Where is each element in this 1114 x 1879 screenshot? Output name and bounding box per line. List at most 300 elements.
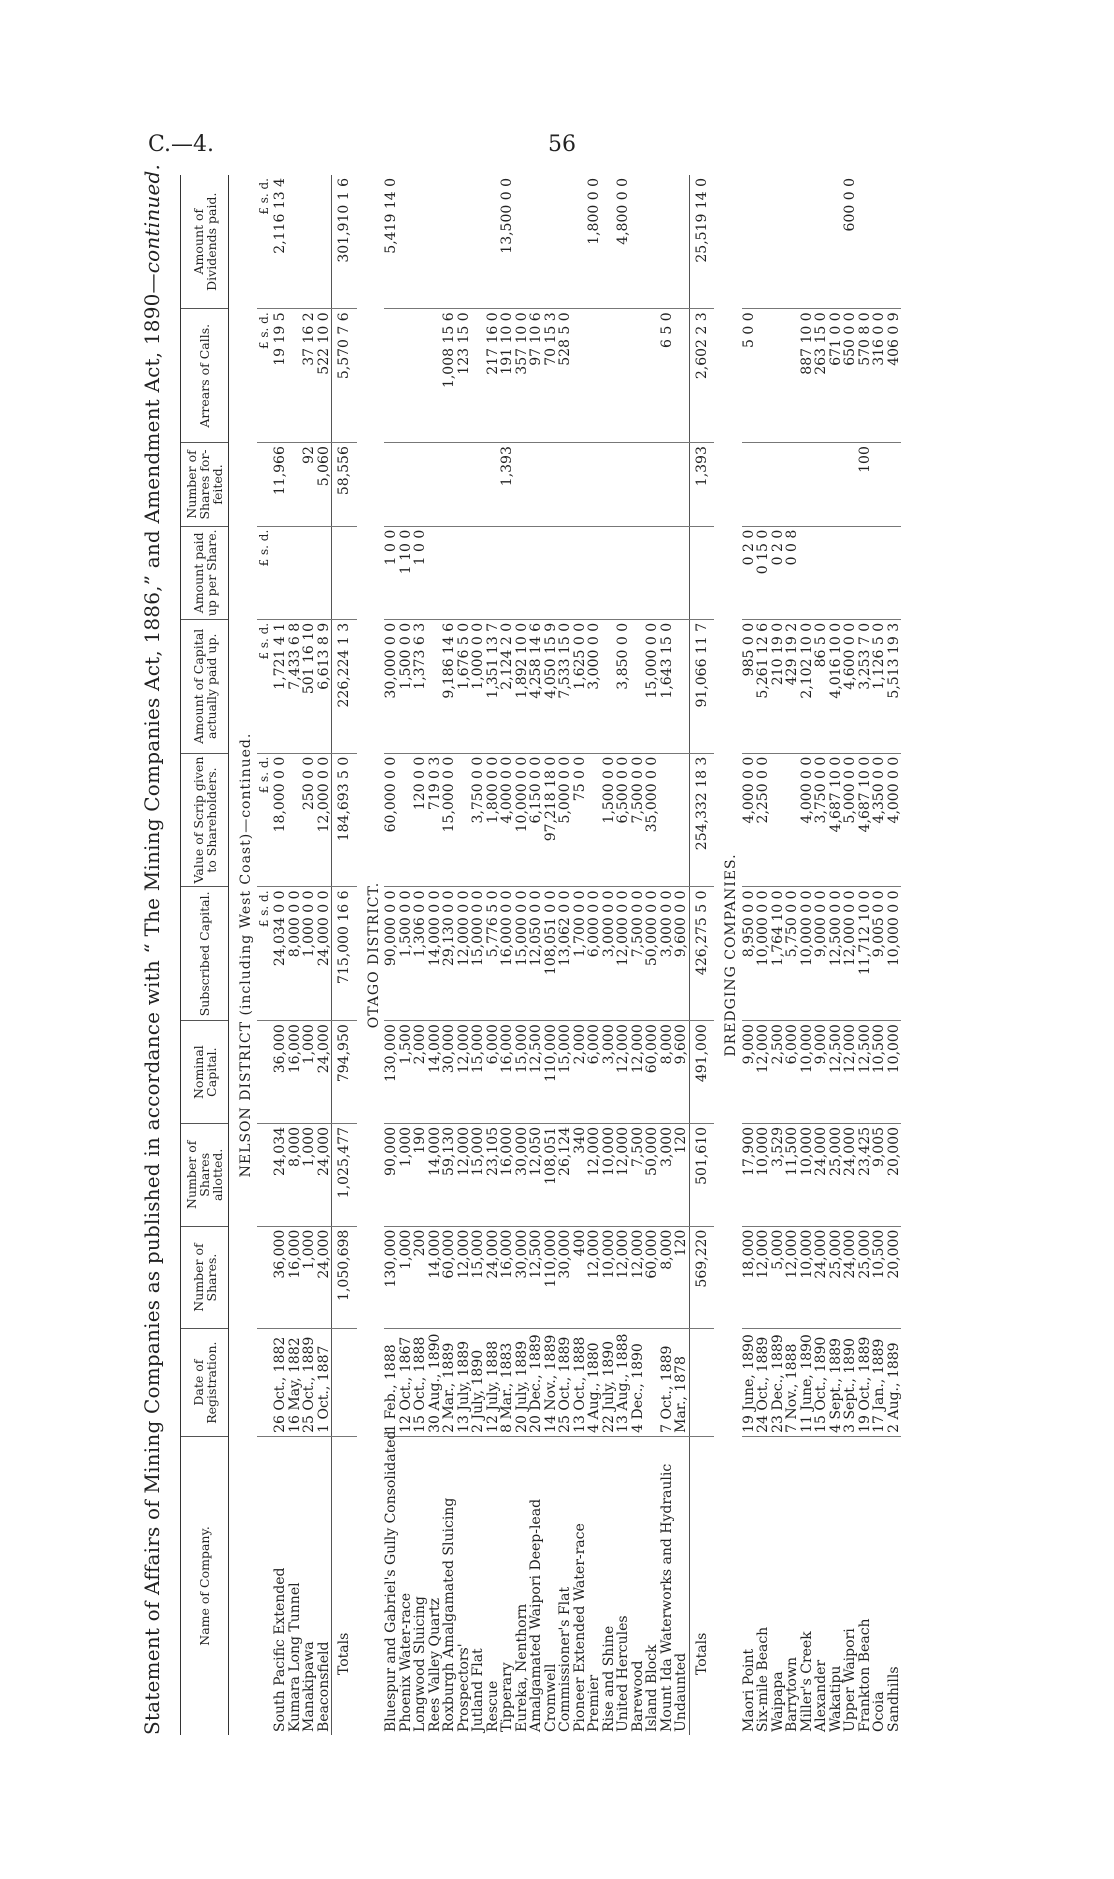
- cell-per: [631, 526, 646, 619]
- table-row: [302, 175, 317, 1735]
- cell-paid: 4,600 0 0: [843, 619, 858, 753]
- cell-date: 13 Aug., 1888: [616, 1329, 631, 1437]
- cell-date: 1 Oct., 1887: [317, 1329, 332, 1437]
- cell-date: 16 May, 1882: [288, 1329, 303, 1437]
- cell-paid: 1,625 0 0: [573, 619, 588, 753]
- cell-paid: 86 5 0: [814, 619, 829, 753]
- cell-arrears: 528 5 0: [558, 309, 573, 443]
- cell-date: 3 Sept., 1890: [843, 1329, 858, 1437]
- cell-paid: 429 19 2: [785, 619, 800, 753]
- company-name: Maori Point: [740, 1648, 757, 1732]
- cell-date: 2 July, 1890: [471, 1329, 486, 1437]
- cell-per: 0 0 8: [785, 526, 800, 619]
- cell-arrears: 5 0 0: [742, 309, 757, 443]
- cell-allotted: 24,000: [814, 1123, 829, 1226]
- table-row: [558, 175, 573, 1735]
- cell-allotted: 190: [413, 1123, 428, 1226]
- section-heading-row: [229, 175, 257, 1735]
- col-header: Amount of Capital actually paid up.: [181, 619, 229, 753]
- section-heading: DREDGING COMPANIES.: [723, 853, 739, 1057]
- cell-forf: [660, 443, 675, 527]
- total-arrears: 5,570 7 6: [332, 309, 357, 443]
- page-ref: C.—4.: [148, 132, 215, 157]
- unit-cell: £ s. d.: [257, 619, 274, 753]
- cell-paid: 7,533 15 0: [558, 619, 573, 753]
- section-heading-row: [714, 175, 742, 1735]
- cell-date: 12 Oct., 1867: [399, 1329, 414, 1437]
- cell-allotted: 12,000: [457, 1123, 472, 1226]
- col-header: Subscribed Capital.: [181, 887, 229, 1021]
- cell-per: [645, 526, 660, 619]
- cell-sub: 12,000 0 0: [457, 887, 472, 1021]
- cell-per: [442, 526, 457, 619]
- cell-sub: 16,000 0 0: [500, 887, 515, 1021]
- table-row: [858, 175, 873, 1735]
- cell-allotted: 10,000: [800, 1123, 815, 1226]
- col-header: Value of Scrip given to Shareholders.: [181, 753, 229, 887]
- cell-date: 30 Aug., 1890: [428, 1329, 443, 1437]
- cell-per: [858, 526, 873, 619]
- table-row: [587, 175, 602, 1735]
- cell-forf: [471, 443, 486, 527]
- cell-paid: [602, 619, 617, 753]
- cell-shares: 24,000: [317, 1226, 332, 1329]
- cell-div: [785, 175, 800, 309]
- cell-scrip: 15,000 0 0: [442, 753, 457, 887]
- table-row: [674, 175, 689, 1735]
- company-name: Commissioner's Flat: [557, 1586, 573, 1732]
- cell-date: 25 Oct., 1889: [302, 1329, 317, 1437]
- company-name: Island Block: [644, 1644, 660, 1732]
- cell-sub: 11,712 10 0: [858, 887, 873, 1021]
- cell-paid: 1,126 5 0: [872, 619, 887, 753]
- cell-per: [843, 526, 858, 619]
- cell-div: [660, 175, 675, 309]
- company-name: Mount Ida Waterworks and Hydraulic: [658, 1463, 675, 1732]
- cell-date: 25 Oct., 1889: [558, 1329, 573, 1437]
- company-name: Manakipawa: [301, 1641, 317, 1732]
- cell-forf: [756, 443, 771, 527]
- cell-shares: 12,000: [616, 1226, 631, 1329]
- cell-nominal: 12,500: [529, 1021, 544, 1124]
- cell-per: [660, 526, 675, 619]
- cell-shares: 10,500: [872, 1226, 887, 1329]
- cell-allotted: 30,000: [515, 1123, 530, 1226]
- cell-sub: 12,000 0 0: [616, 887, 631, 1021]
- cell-arrears: [674, 309, 689, 443]
- cell-scrip: 18,000 0 0: [273, 753, 288, 887]
- cell-nominal: 36,000: [273, 1021, 288, 1124]
- cell-arrears: [428, 309, 443, 443]
- cell-shares: 12,000: [631, 1226, 646, 1329]
- col-header: Arrears of Calls.: [181, 309, 229, 443]
- cell-nominal: 12,500: [858, 1021, 873, 1124]
- cell-paid: 210 19 0: [771, 619, 786, 753]
- cell-shares: 12,000: [785, 1226, 800, 1329]
- cell-sub: 90,000 0 0: [384, 887, 399, 1021]
- cell-per: [887, 526, 902, 619]
- cell-forf: 11,966: [273, 443, 288, 527]
- table-row: [399, 175, 414, 1735]
- table-row: [785, 175, 800, 1735]
- total-div: 25,519 14 0: [689, 175, 714, 309]
- cell-arrears: 522 10 0: [317, 309, 332, 443]
- cell-date: 8 Mar., 1883: [500, 1329, 515, 1437]
- cell-div: [771, 175, 786, 309]
- company-name: Rescue: [484, 1680, 501, 1732]
- title-continued: continued.: [140, 163, 164, 274]
- cell-nominal: 12,000: [616, 1021, 631, 1124]
- table-row: [442, 175, 457, 1735]
- totals-label: Totals: [332, 1436, 357, 1735]
- cell-allotted: 14,000: [428, 1123, 443, 1226]
- cell-nominal: 10,000: [887, 1021, 902, 1124]
- company-name: Roxburgh Amalgamated Sluicing: [441, 1497, 457, 1732]
- cell-shares: 12,000: [756, 1226, 771, 1329]
- totals-row: [332, 175, 357, 1735]
- cell-forf: [529, 443, 544, 527]
- cell-allotted: 59,130: [442, 1123, 457, 1226]
- cell-allotted: 16,000: [500, 1123, 515, 1226]
- company-name: South Pacific Extended: [272, 1567, 288, 1732]
- cell-nominal: 12,000: [756, 1021, 771, 1124]
- cell-arrears: 191 10 0: [500, 309, 515, 443]
- cell-nominal: 1,500: [399, 1021, 414, 1124]
- cell-date: 7 Oct., 1889: [660, 1329, 675, 1437]
- cell-scrip: 4,000 0 0: [800, 753, 815, 887]
- cell-arrears: [288, 309, 303, 443]
- cell-shares: 400: [573, 1226, 588, 1329]
- cell-scrip: 5,000 0 0: [558, 753, 573, 887]
- cell-nominal: 6,000: [587, 1021, 602, 1124]
- cell-forf: [413, 443, 428, 527]
- cell-forf: [384, 443, 399, 527]
- table-row: [428, 175, 443, 1735]
- cell-shares: 24,000: [814, 1226, 829, 1329]
- cell-paid: 3,253 7 0: [858, 619, 873, 753]
- cell-paid: 5,261 12 6: [756, 619, 771, 753]
- total-date: [689, 1329, 714, 1437]
- company-name: Eureka, Nenthorn: [513, 1603, 530, 1732]
- cell-paid: 3,000 0 0: [587, 619, 602, 753]
- cell-scrip: [457, 753, 472, 887]
- cell-arrears: [413, 309, 428, 443]
- cell-div: [302, 175, 317, 309]
- cell-scrip: 1,800 0 0: [486, 753, 501, 887]
- cell-div: 600 0 0: [843, 175, 858, 309]
- cell-nominal: 3,000: [602, 1021, 617, 1124]
- col-header: Number of Shares allotted.: [181, 1123, 229, 1226]
- unit-cell: [257, 1226, 274, 1329]
- cell-allotted: 8,000: [288, 1123, 303, 1226]
- cell-forf: [843, 443, 858, 527]
- cell-shares: 16,000: [288, 1226, 303, 1329]
- cell-scrip: 6,150 0 0: [529, 753, 544, 887]
- cell-scrip: 4,350 0 0: [872, 753, 887, 887]
- company-name: Rise and Shine: [600, 1625, 617, 1732]
- cell-nominal: 60,000: [645, 1021, 660, 1124]
- cell-scrip: 6,500 0 0: [616, 753, 631, 887]
- cell-date: 23 Dec., 1889: [771, 1329, 786, 1437]
- company-name: Prospectors': [455, 1643, 472, 1732]
- cell-paid: 3,850 0 0: [616, 619, 631, 753]
- company-name: Jutland Flat: [470, 1648, 486, 1732]
- cell-scrip: 1,500 0 0: [602, 753, 617, 887]
- cell-date: 1 Feb., 1888: [384, 1329, 399, 1437]
- cell-shares: 60,000: [645, 1226, 660, 1329]
- cell-per: [288, 526, 303, 619]
- cell-nominal: 1,000: [302, 1021, 317, 1124]
- cell-scrip: 4,000 0 0: [887, 753, 902, 887]
- cell-div: [887, 175, 902, 309]
- cell-allotted: 1,000: [302, 1123, 317, 1226]
- cell-allotted: 3,000: [660, 1123, 675, 1226]
- cell-per: [800, 526, 815, 619]
- cell-div: [742, 175, 757, 309]
- title-smallcaps: Statement of Affairs of Mining Companies: [140, 1299, 164, 1735]
- cell-date: Mar., 1878: [674, 1329, 689, 1437]
- cell-forf: [742, 443, 757, 527]
- cell-allotted: 23,105: [486, 1123, 501, 1226]
- statement-table-region: [140, 163, 1010, 1735]
- cell-nominal: 8,000: [660, 1021, 675, 1124]
- cell-div: [428, 175, 443, 309]
- cell-paid: 1,643 15 0: [660, 619, 675, 753]
- cell-arrears: 37 16 2: [302, 309, 317, 443]
- table-row: [742, 175, 757, 1735]
- cell-per: [872, 526, 887, 619]
- cell-forf: [587, 443, 602, 527]
- title-rest: as published in accordance with “ The Mining Companies Act, 1886,” and Amendment Act, 1890—: [140, 273, 164, 1300]
- unit-cell: [257, 1021, 274, 1124]
- cell-arrears: 97 10 6: [529, 309, 544, 443]
- company-name: Alexander: [813, 1659, 829, 1732]
- section-heading-row: [357, 175, 385, 1735]
- cell-paid: 985 0 0: [742, 619, 757, 753]
- totals-label: Totals: [689, 1436, 714, 1735]
- cell-paid: 1,721 4 1: [273, 619, 288, 753]
- cell-nominal: 12,000: [843, 1021, 858, 1124]
- cell-date: 13 July, 1889: [457, 1329, 472, 1437]
- cell-allotted: 1,000: [399, 1123, 414, 1226]
- cell-allotted: 17,900: [742, 1123, 757, 1226]
- cell-shares: 10,000: [602, 1226, 617, 1329]
- table-row: [843, 175, 858, 1735]
- col-header: Number of Shares.: [181, 1226, 229, 1329]
- cell-allotted: 12,000: [616, 1123, 631, 1226]
- company-name: Rees Valley Quartz: [426, 1597, 443, 1732]
- cell-forf: [486, 443, 501, 527]
- cell-arrears: 650 0 0: [843, 309, 858, 443]
- cell-forf: 100: [858, 443, 873, 527]
- cell-shares: 16,000: [500, 1226, 515, 1329]
- cell-per: [457, 526, 472, 619]
- cell-forf: [829, 443, 844, 527]
- table-row: [887, 175, 902, 1735]
- cell-scrip: [399, 753, 414, 887]
- table-row: [756, 175, 771, 1735]
- table-row: [317, 175, 332, 1735]
- cell-scrip: 3,750 0 0: [814, 753, 829, 887]
- cell-sub: 5,750 0 0: [785, 887, 800, 1021]
- cell-shares: 12,500: [529, 1226, 544, 1329]
- cell-div: [544, 175, 559, 309]
- cell-per: [500, 526, 515, 619]
- cell-div: 4,800 0 0: [616, 175, 631, 309]
- cell-date: 14 Nov., 1889: [544, 1329, 559, 1437]
- cell-div: [573, 175, 588, 309]
- cell-nominal: 2,000: [573, 1021, 588, 1124]
- table-row: [413, 175, 428, 1735]
- cell-date: 26 Oct., 1882: [273, 1329, 288, 1437]
- cell-div: [317, 175, 332, 309]
- cell-paid: 4,258 14 6: [529, 619, 544, 753]
- cell-paid: 5,513 19 3: [887, 619, 902, 753]
- cell-shares: 110,000: [544, 1226, 559, 1329]
- cell-nominal: 130,000: [384, 1021, 399, 1124]
- unit-cell: £ s. d.: [257, 526, 274, 619]
- cell-scrip: 7,500 0 0: [631, 753, 646, 887]
- cell-nominal: 15,000: [471, 1021, 486, 1124]
- cell-allotted: 15,000: [471, 1123, 486, 1226]
- cell-per: [573, 526, 588, 619]
- cell-forf: [442, 443, 457, 527]
- cell-nominal: 12,500: [829, 1021, 844, 1124]
- cell-paid: 1,676 5 0: [457, 619, 472, 753]
- table-row: [573, 175, 588, 1735]
- cell-forf: 5,060: [317, 443, 332, 527]
- unit-cell: [257, 1329, 274, 1437]
- cell-date: 2 Aug., 1889: [887, 1329, 902, 1437]
- cell-forf: [800, 443, 815, 527]
- total-per: [332, 526, 357, 619]
- cell-allotted: 108,051: [544, 1123, 559, 1226]
- cell-div: [471, 175, 486, 309]
- cell-nominal: 110,000: [544, 1021, 559, 1124]
- section-heading: NELSON DISTRICT (including West Coast)—continued.: [238, 732, 254, 1178]
- cell-forf: [428, 443, 443, 527]
- cell-sub: 24,000 0 0: [317, 887, 332, 1021]
- table-row: [660, 175, 675, 1735]
- cell-div: 2,116 13 4: [273, 175, 288, 309]
- cell-forf: [631, 443, 646, 527]
- cell-sub: 1,500 0 0: [399, 887, 414, 1021]
- cell-sub: 1,000 0 0: [302, 887, 317, 1021]
- cell-nominal: 6,000: [785, 1021, 800, 1124]
- cell-nominal: 9,600: [674, 1021, 689, 1124]
- company-name: Sandhills: [885, 1666, 902, 1732]
- cell-div: 1,800 0 0: [587, 175, 602, 309]
- cell-div: [399, 175, 414, 309]
- cell-forf: [288, 443, 303, 527]
- company-name: Phoenix Water-race: [397, 1592, 414, 1732]
- unit-cell: [257, 443, 274, 527]
- cell-sub: 6,000 0 0: [587, 887, 602, 1021]
- cell-scrip: [785, 753, 800, 887]
- cell-shares: 1,000: [399, 1226, 414, 1329]
- cell-div: [602, 175, 617, 309]
- cell-scrip: 35,000 0 0: [645, 753, 660, 887]
- cell-arrears: 263 15 0: [814, 309, 829, 443]
- table-row: [872, 175, 887, 1735]
- page-number: 56: [548, 132, 576, 157]
- cell-shares: 15,000: [471, 1226, 486, 1329]
- cell-per: [515, 526, 530, 619]
- cell-per: [486, 526, 501, 619]
- cell-nominal: 6,000: [486, 1021, 501, 1124]
- units-row: [257, 175, 274, 1735]
- cell-sub: 1,764 10 0: [771, 887, 786, 1021]
- cell-scrip: 4,687 10 0: [829, 753, 844, 887]
- total-scrip: 254,332 18 3: [689, 753, 714, 887]
- cell-arrears: [471, 309, 486, 443]
- company-name: Ocoia: [871, 1691, 887, 1732]
- cell-per: [829, 526, 844, 619]
- cell-sub: 10,000 0 0: [800, 887, 815, 1021]
- cell-per: [544, 526, 559, 619]
- cell-scrip: 250 0 0: [302, 753, 317, 887]
- cell-div: [515, 175, 530, 309]
- cell-nominal: 10,500: [872, 1021, 887, 1124]
- cell-nominal: 16,000: [288, 1021, 303, 1124]
- cell-paid: 1,500 0 0: [399, 619, 414, 753]
- cell-shares: 130,000: [384, 1226, 399, 1329]
- cell-arrears: 671 0 0: [829, 309, 844, 443]
- cell-paid: [428, 619, 443, 753]
- total-shares: 569,220: [689, 1226, 714, 1329]
- cell-sub: 9,000 0 0: [814, 887, 829, 1021]
- cell-allotted: 50,000: [645, 1123, 660, 1226]
- cell-paid: 501 16 10: [302, 619, 317, 753]
- statement-title: [140, 163, 164, 1735]
- cell-sub: 24,034 0 0: [273, 887, 288, 1021]
- cell-shares: 25,000: [858, 1226, 873, 1329]
- cell-sub: 108,051 0 0: [544, 887, 559, 1021]
- cell-forf: [814, 443, 829, 527]
- cell-div: [413, 175, 428, 309]
- cell-arrears: 357 10 0: [515, 309, 530, 443]
- company-name: Waipapa: [769, 1671, 786, 1732]
- cell-sub: 1,306 0 0: [413, 887, 428, 1021]
- cell-scrip: 3,750 0 0: [471, 753, 486, 887]
- cell-sub: 8,950 0 0: [742, 887, 757, 1021]
- cell-sub: 10,000 0 0: [887, 887, 902, 1021]
- total-sub: 426,275 5 0: [689, 887, 714, 1021]
- cell-div: 5,419 14 0: [384, 175, 399, 309]
- total-shares: 1,050,698: [332, 1226, 357, 1329]
- table-row: [273, 175, 288, 1735]
- cell-allotted: 24,000: [317, 1123, 332, 1226]
- unit-cell: £ s. d.: [257, 887, 274, 1021]
- cell-shares: 200: [413, 1226, 428, 1329]
- table-row: [771, 175, 786, 1735]
- total-paid: 226,224 1 3: [332, 619, 357, 753]
- cell-allotted: 340: [573, 1123, 588, 1226]
- table-row: [631, 175, 646, 1735]
- cell-forf: [887, 443, 902, 527]
- cell-sub: 5,776 5 0: [486, 887, 501, 1021]
- cell-forf: [872, 443, 887, 527]
- cell-forf: [785, 443, 800, 527]
- cell-arrears: 217 16 0: [486, 309, 501, 443]
- cell-date: 22 July, 1890: [602, 1329, 617, 1437]
- cell-allotted: 25,000: [829, 1123, 844, 1226]
- cell-scrip: 60,000 0 0: [384, 753, 399, 887]
- cell-forf: [674, 443, 689, 527]
- cell-allotted: 11,500: [785, 1123, 800, 1226]
- cell-per: [674, 526, 689, 619]
- cell-div: 13,500 0 0: [500, 175, 515, 309]
